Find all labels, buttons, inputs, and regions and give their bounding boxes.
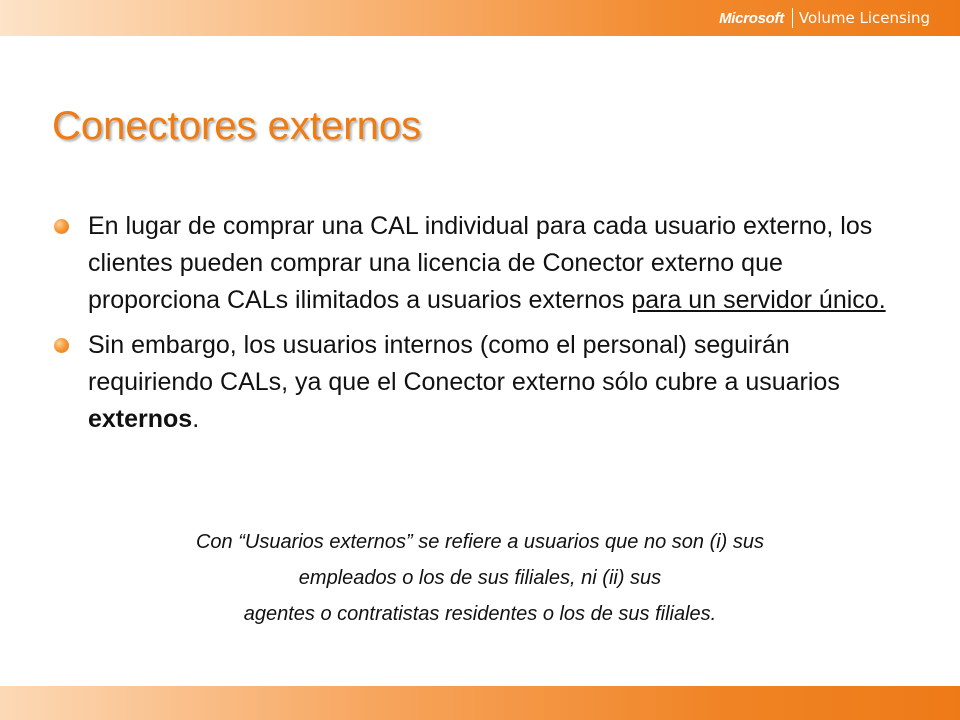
brand-logo <box>719 7 930 29</box>
bullet-2-bold-text: externos <box>88 405 193 433</box>
footnote-line-3: agentes o contratistas residentes o los de sus filiales. <box>243 603 717 625</box>
bullet-1-text: En lugar de comprar una CAL individual para cada usuario externo, los clientes pueden comprar una licencia de Conector externo que proporciona CALs ilimitados a usuarios externos <box>88 212 873 314</box>
bullet-2-text: Sin embargo, los usuarios internos (como el personal) seguirán requiriendo CALs, ya que el Conector externo sólo cubre a usuarios <box>88 331 840 396</box>
bullet-1-underlined-text: para un servidor único. <box>631 286 886 314</box>
bullet-dot-icon <box>54 219 69 234</box>
footnote-line-1: Con “Usuarios externos” se refiere a usuarios que no son (i) sus <box>195 531 765 553</box>
footnote <box>0 524 960 632</box>
brand-divider <box>792 8 793 28</box>
slide-title: Conectores externos <box>52 104 422 148</box>
bullet-dot-icon <box>54 338 69 353</box>
bullet-list <box>52 208 912 446</box>
footnote-line-2: empleados o los de sus filiales, ni (ii) sus <box>298 567 662 589</box>
brand-product-name: Volume Licensing <box>798 9 930 27</box>
bullet-item-1 <box>52 208 912 319</box>
microsoft-logo: Microsoft <box>719 9 784 27</box>
footer-bar <box>0 686 960 720</box>
bullet-2-tail: . <box>192 405 200 433</box>
bullet-item-2 <box>52 327 912 438</box>
header-bar <box>0 0 960 36</box>
